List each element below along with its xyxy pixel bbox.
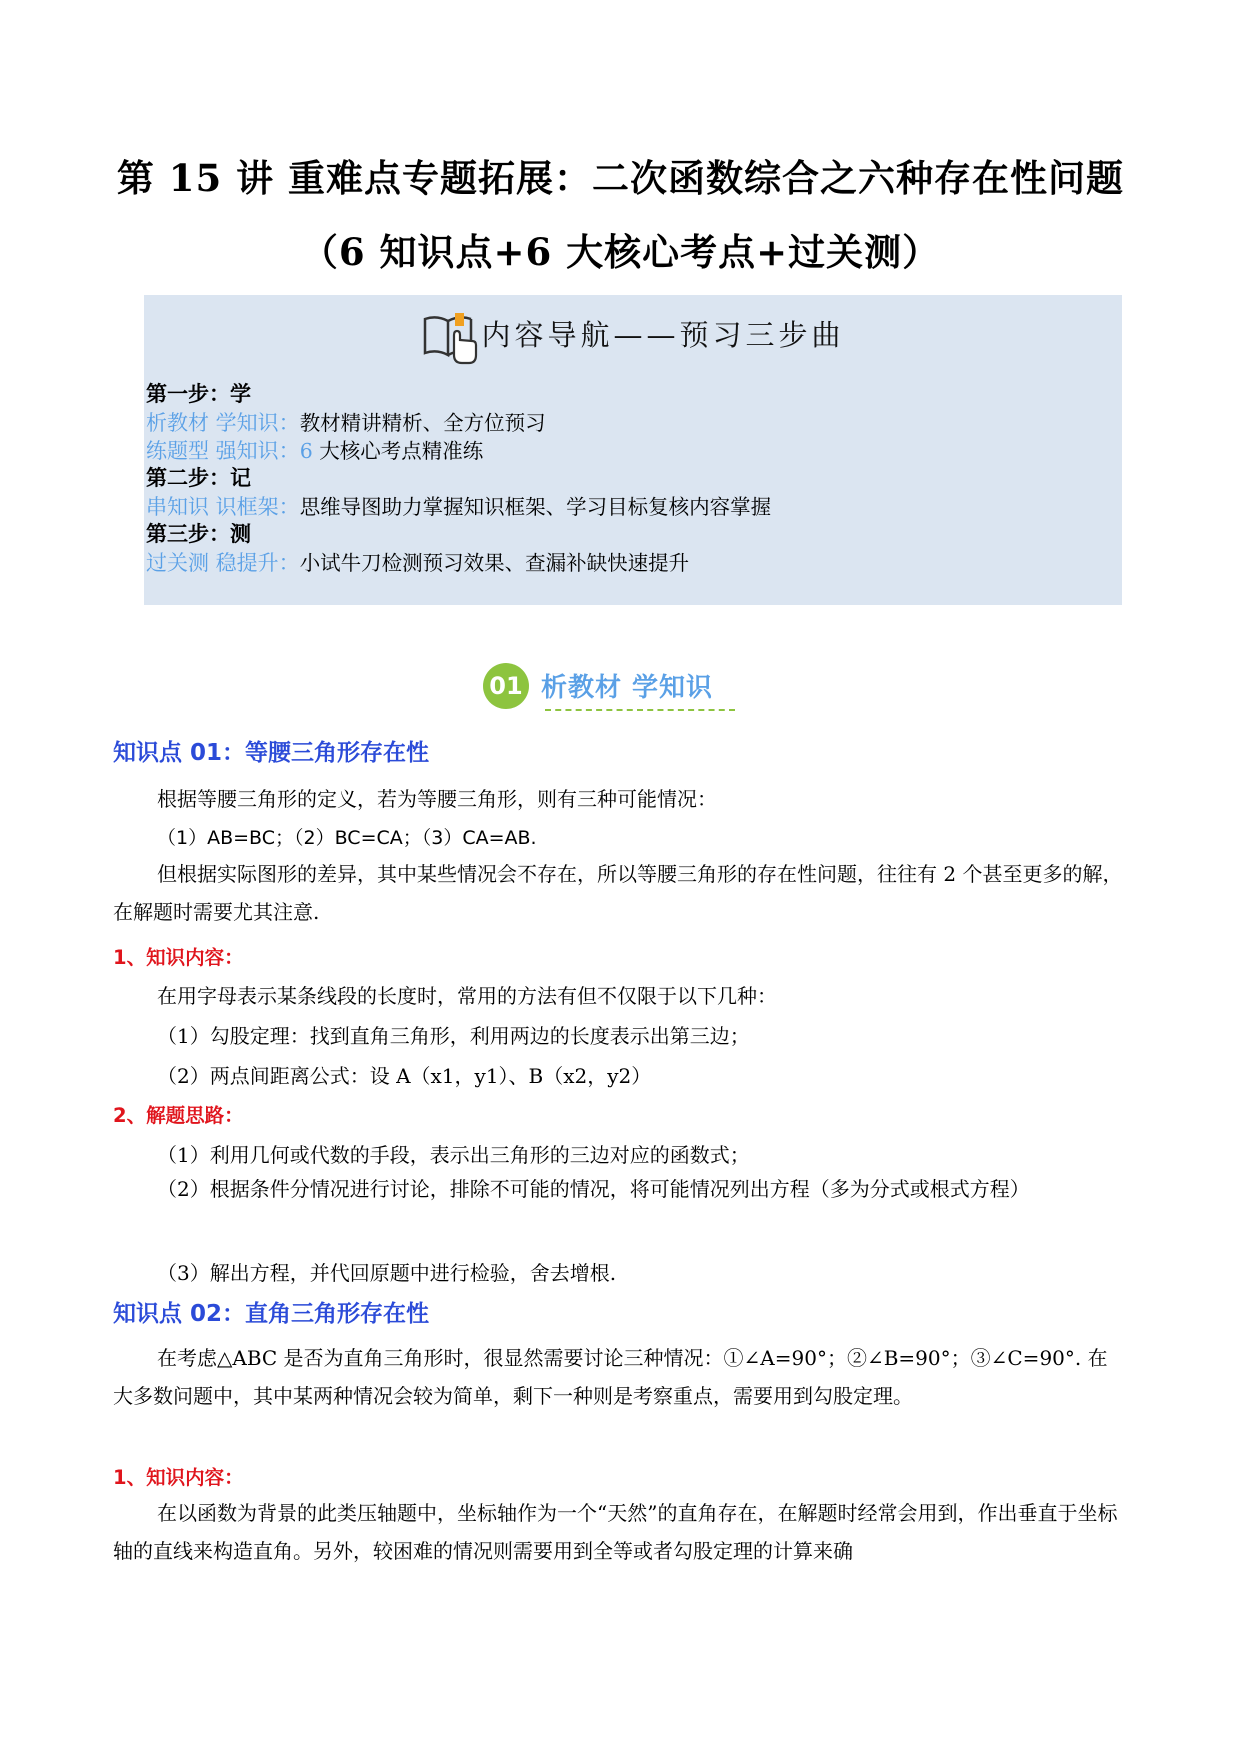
nav-item-1 xyxy=(146,406,546,437)
content-navigation-box xyxy=(144,295,1122,605)
nav-item-4 xyxy=(146,546,689,577)
kp2-p2: 在以函数为背景的此类压轴题中，坐标轴作为一个“天然”的直角存在，在解题时经常会用到，作出垂直于坐标轴的直线来构造直角。另外，较困难的情况则需要用到全等或者勾股定理的计算来确 xyxy=(113,1501,1118,1563)
kp1-p6: （2）两点间距离公式：设 A（x1，y1）、B（x2，y2） xyxy=(157,1064,652,1088)
nav-item-text: 教材精讲精析、全方位预习 xyxy=(299,411,546,435)
nav-item-number: 6 xyxy=(299,439,313,463)
nav-item-keyword: 析教材 学知识： xyxy=(146,411,300,435)
kp1-title: 知识点 01：等腰三角形存在性 xyxy=(113,740,430,766)
kp1-p9: （3）解出方程，并代回原题中进行检验，舍去增根. xyxy=(157,1261,617,1285)
book-pointer-icon xyxy=(421,309,479,365)
kp1-p8: （2）根据条件分情况进行讨论，排除不可能的情况，将可能情况列出方程（多为分式或根式方程） xyxy=(157,1177,1030,1201)
step-label: 第三步：测 xyxy=(146,522,251,546)
kp1-p2: （1）AB=BC；（2）BC=CA；（3）CA=AB. xyxy=(157,827,537,849)
kp2-sub1: 1、知识内容： xyxy=(113,1466,244,1489)
kp1-p5: （1）勾股定理：找到直角三角形，利用两边的长度表示出第三边； xyxy=(157,1024,750,1048)
kp1-p7: （1）利用几何或代数的手段，表示出三角形的三边对应的函数式； xyxy=(157,1143,750,1167)
section-label: 析教材 学知识 xyxy=(541,673,714,703)
kp1-sub1: 1、知识内容： xyxy=(113,946,244,969)
nav-item-2 xyxy=(146,434,483,465)
kp1-p1: 根据等腰三角形的定义，若为等腰三角形，则有三种可能情况： xyxy=(157,787,717,811)
kp2-p1: 在考虑△ABC 是否为直角三角形时，很显然需要讨论三种情况：①∠A=90°；②∠B=90°；③∠C=90°. 在大多数问题中，其中某两种情况会较为简单，剩下一种则是考察重点，需要用到勾股定理。 xyxy=(113,1346,1108,1408)
nav-item-3 xyxy=(146,490,771,521)
kp1-p4: 在用字母表示某条线段的长度时，常用的方法有但不仅限于以下几种： xyxy=(157,984,777,1008)
nav-step-1 xyxy=(146,378,251,408)
nav-step-3 xyxy=(146,518,251,548)
kp1-sub2: 2、解题思路： xyxy=(113,1104,244,1127)
nav-item-text: 小试牛刀检测预习效果、查漏补缺快速提升 xyxy=(299,551,690,575)
kp2-title: 知识点 02：直角三角形存在性 xyxy=(113,1301,430,1327)
nav-item-keyword: 练题型 强知识： xyxy=(146,439,300,463)
nav-item-text: 大核心考点精准练 xyxy=(312,439,484,463)
nav-item-keyword: 串知识 识框架： xyxy=(146,495,300,519)
step-label: 第二步：记 xyxy=(146,466,251,490)
kp1-p3: 但根据实际图形的差异，其中某些情况会不存在，所以等腰三角形的存在性问题，往往有 2 个甚至更多的解，在解题时需要尤其注意. xyxy=(113,862,1123,924)
page-subtitle: （6 知识点+6 大核心考点+过关测） xyxy=(300,230,941,274)
nav-heading-text: 内容导航——预习三步曲 xyxy=(481,318,845,352)
step-label: 第一步：学 xyxy=(146,382,251,406)
nav-heading xyxy=(144,309,1122,365)
nav-step-2 xyxy=(146,462,251,492)
section-number: 01 xyxy=(483,663,529,709)
section-badge xyxy=(483,663,753,713)
section-underline xyxy=(545,709,735,711)
page-title: 第 15 讲 重难点专题拓展：二次函数综合之六种存在性问题 xyxy=(116,156,1125,200)
nav-item-keyword: 过关测 稳提升： xyxy=(146,551,300,575)
nav-item-text: 思维导图助力掌握知识框架、学习目标复核内容掌握 xyxy=(299,495,772,519)
